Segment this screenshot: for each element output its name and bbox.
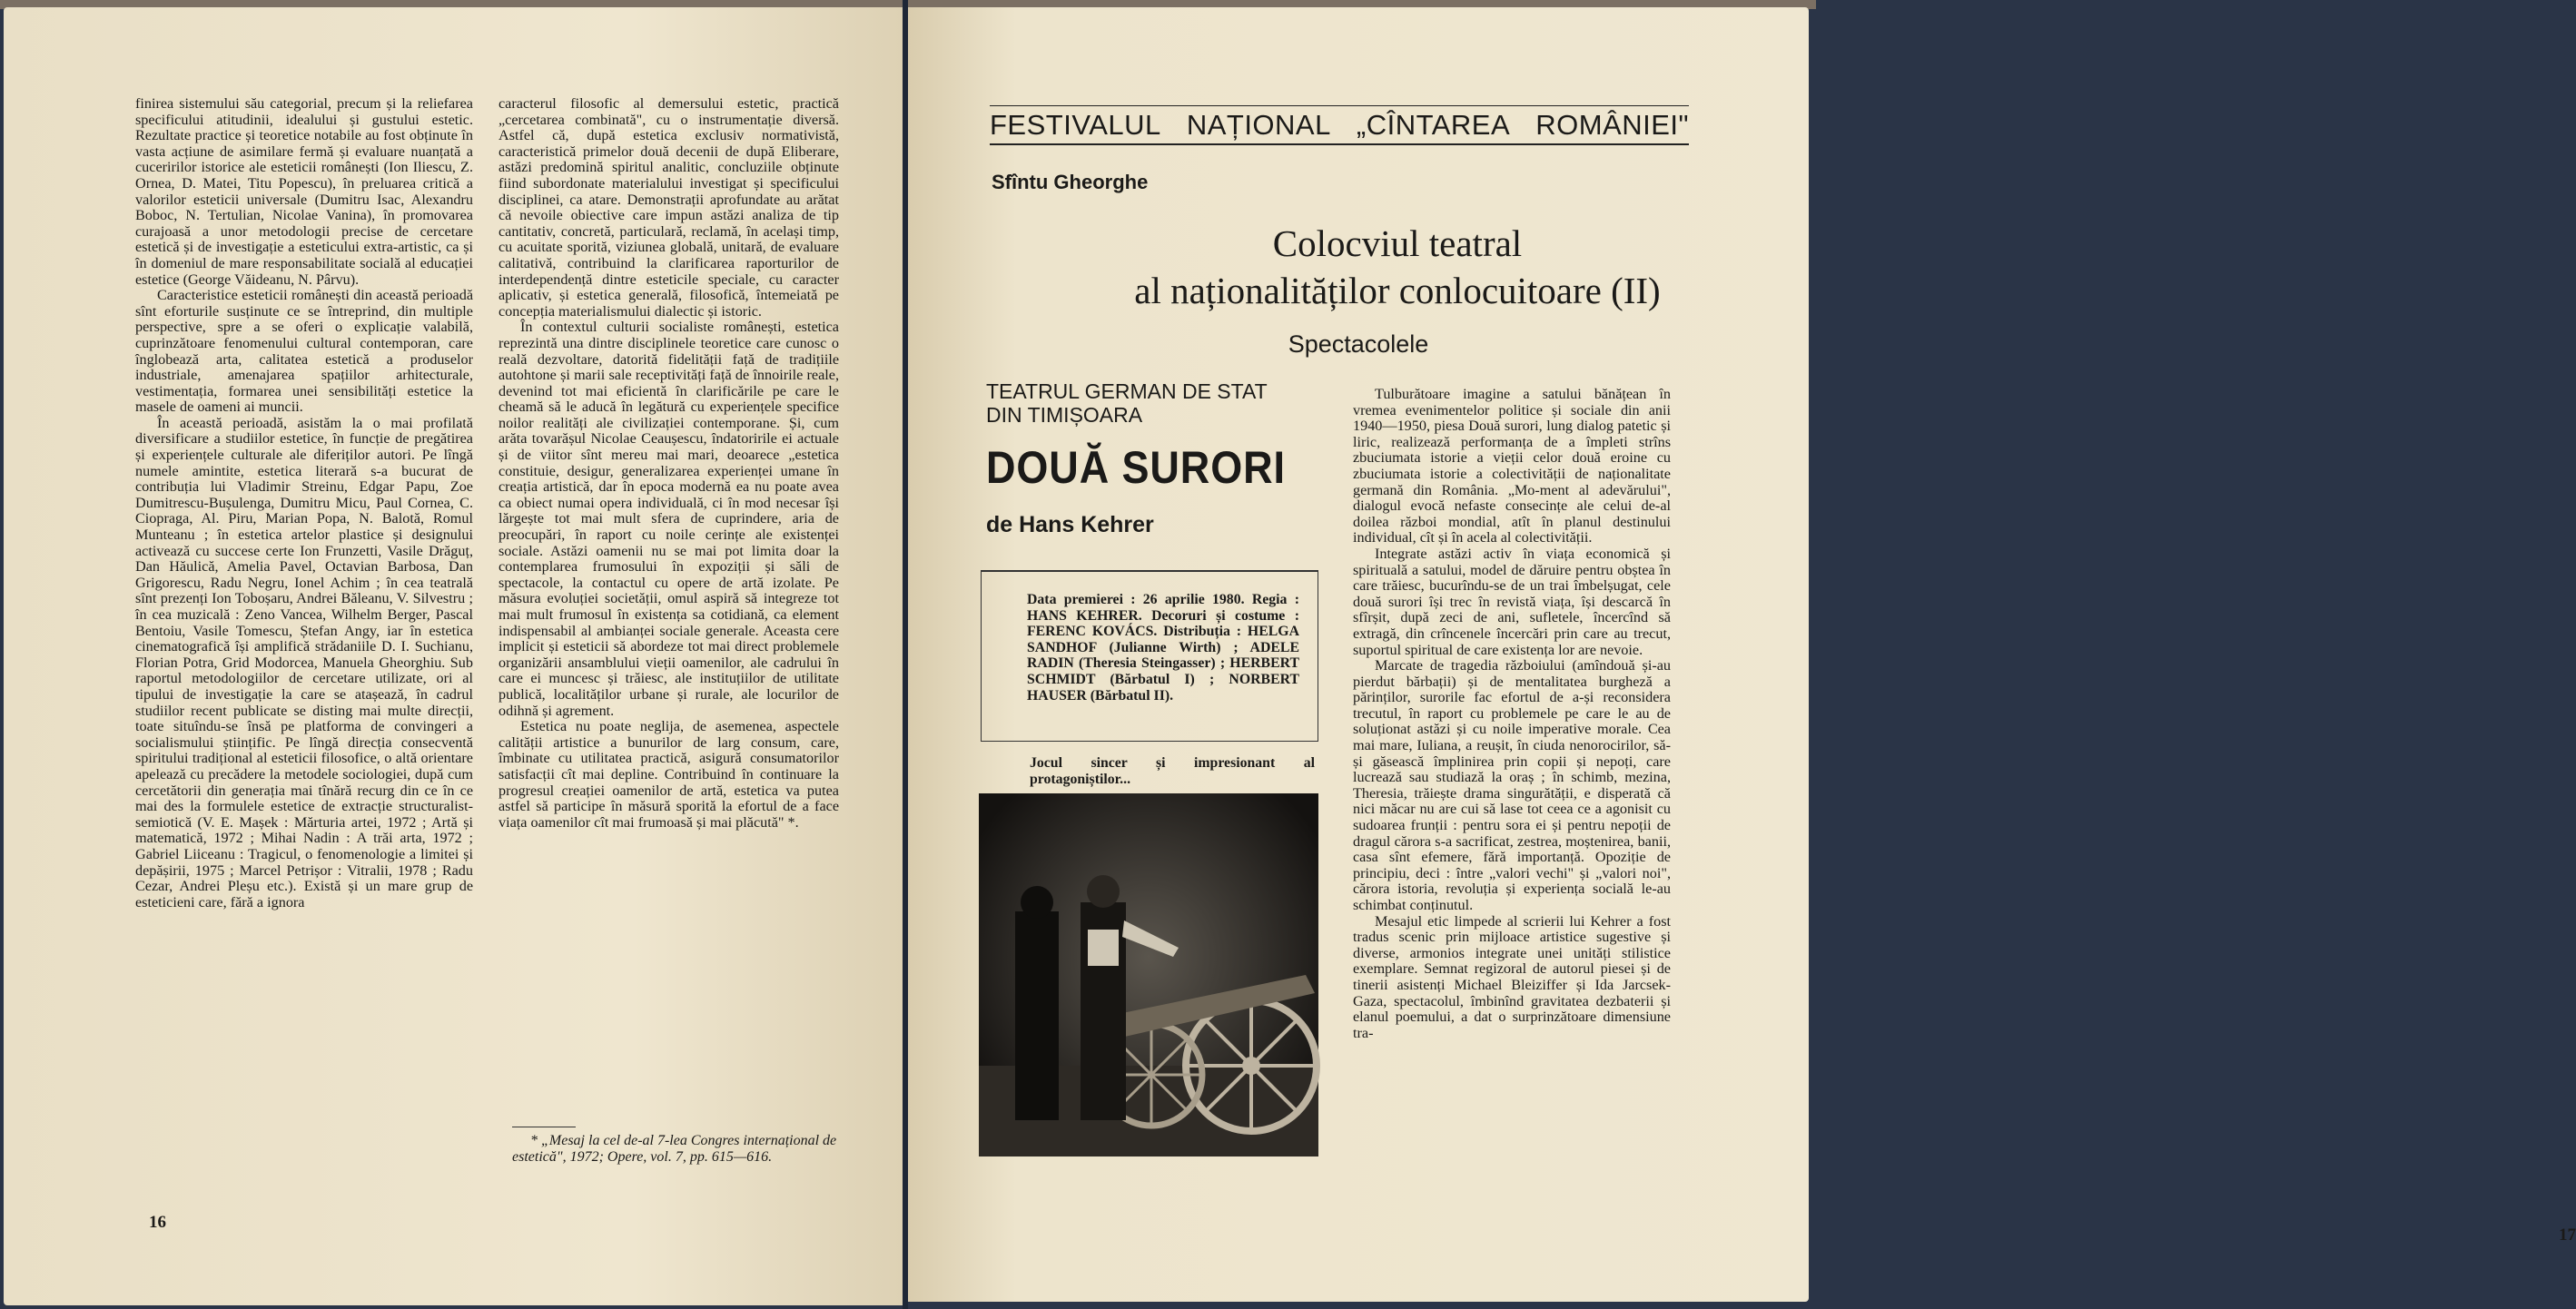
credits-text: Data premierei : 26 aprilie 1980. Regia : HANS KEHRER. Decoruri și costume : FERENC KOVÁCS. Distribuția : HELGA SANDHOF (Julianne Wirth) ; ADELE RADIN (Theresia Steingasser) ; HERBERT SCHMIDT (Bărbatul I) ; NORBERT HAUSER (Bărbatul II).	[1027, 592, 1299, 704]
right-column	[1353, 387, 1671, 1041]
theatre-name: TEATRUL GERMAN DE STAT DIN TIMIȘOARA	[986, 379, 1268, 427]
stage-photo-illustration	[979, 793, 1318, 1156]
paragraph: Caracteristice esteticii românești din această perioadă sînt eforturile susținute ce se întreprind, din multiple perspective, spre a se oferi o explicație valabilă, cuprinzătoare fenomenului cultural contemporan, care înglobează arta, calitatea estetică a produselor industriale, amenajarea spațiilor arhitecturale, vestimentația, formarea unei sensibilități estetice la masele de oameni ai muncii.	[135, 287, 473, 416]
left-page	[4, 7, 903, 1305]
festival-word: „CÎNTAREA	[1356, 109, 1511, 141]
page-number-right: 17	[2559, 1225, 2576, 1245]
festival-word: NAȚIONAL	[1186, 109, 1331, 141]
title-line-2: al naționalităților conlocuitoare (II)	[1134, 270, 1661, 311]
paragraph: Integrate astăzi activ în viața economică și spirituală a satului, model de dăruire pentru obștea în care trăiesc, bucurîndu-se de un trai îmbelșugat, cele două surori își trec în revistă viața, își descarcă în sfîrșit, după zeci de ani, sufletele, încercînd să extragă, din crîncenele încercări prin care au trecut, suportul spiritual de care existența lor are nevoie.	[1353, 545, 1671, 658]
right-page	[908, 7, 2576, 1302]
paragraph: Mesajul etic limpede al scrierii lui Kehrer a fost tradus scenic prin mijloace artistice sugestive și diverse, armonios integrate unei unități stilistice exemplare. Semnat regizoral de autorul piesei și de tinerii asistenți Michael Bleiziffer și Ida Jarcsek-Gaza, spectacolul, îmbinînd gravitatea dezbaterii și elanul poemului, a dat o surprinzătoare dimensiune tra-	[1353, 912, 1671, 1041]
article-title	[908, 220, 1809, 314]
photo-caption: Jocul sincer și impresionant al protagoniștilor...	[1030, 755, 1315, 787]
city-label: Sfîntu Gheorghe	[992, 171, 1149, 193]
stage-photo	[979, 793, 1318, 1156]
section-label: Spectacolele	[1288, 330, 1429, 358]
page-number-left: 16	[149, 1213, 166, 1232]
left-column-1	[135, 96, 473, 910]
paragraph: Marcate de tragedia războiului (amîndouă și-au pierdut bărbații) și de mentalitatea burgheză a părinților, surorile fac efortul de a-și reconsidera trecutul, în raport cu problemele pe care le au de soluționat astăzi și cu noile imperative morale. Cea mai mare, Iuliana, a reușit, în ciuda nenorocirilor, să-și găsească împlinirea prin copii și nepoți, care lucrează sau studiază la oraș ; în schimb, mezina, Theresia, trăiește drama singurătății, e disperată că nici măcar nu are cui să lase tot ceea ce a agonisit cu sudoarea frunții : pentru sora ei și pentru nepoții de dragul cărora s-a sacrificat, zestrea, moștenirea, banii, casa sînt efemere, fără importanță. Opoziție de principiu, deci : între „valori vechi" și „valori noi", cărora istoria, revoluția și experiența socială le-au schimbat conținutul.	[1353, 657, 1671, 913]
title-line-1: Colocviul teatral	[1272, 222, 1523, 264]
paragraph: Estetica nu poate neglija, de asemenea, aspectele calității artistice a bunurilor de larg consum, care, îmbinate cu utilitatea practică, asigură consumatorilor satisfacții cît mai depline. Contribuind în continuare la progresul creației oamenilor de artă, estetica va putea astfel să participe în măsură sporită la efortul de a face viața oamenilor cît mai frumoasă și mai plăcută" *.	[498, 718, 839, 831]
paragraph: Tulburătoare imagine a satului bănățean în vremea evenimentelor politice și sociale din anii 1940—1950, piesa Două surori, lung dialog patetic și liric, realizează performanța de a împleti strîns zbuciumata istorie a vieții celor două eroine cu zbuciumata istorie a colectivității de naționalitate germană din România. „Mo-ment al adevărului", dialogul evocă nefaste consecințe ale celui de-al doilea război mondial, atît în planul destinului individual, cît și în acela al colectivității.	[1353, 386, 1671, 546]
header-rule-top	[990, 105, 1689, 106]
paragraph: În contextul culturii socialiste românești, estetica reprezintă una dintre disciplinele teoretice care cunosc o reală dezvoltare, datorită fidelității față de tradițiile autohtone și marii sale receptivități față de înnoirile reale, devenind tot mai eficientă în clarificările pe care le cheamă să le aducă în legătură cu experiențele specifice noilor realități ale civilizației contemporane. Și, cum arăta tovarășul Nicolae Ceaușescu, îndatoririle ei actuale și de viitor sînt mereu mai mari, deoarece „estetica constituie, desigur, generalizarea experienței umane în creația artistică, dar în epoca modernă ea nu poate avea ca obiect numai opera individuală, ci în mod necesar își lărgește tot mai mult sfera de cuprindere, aria de preocupări, în raport cu noile cerințe ale existenței sociale. Astăzi oamenii nu se mai pot limita doar la contemplarea frumosului în expoziții și săli de spectacole, la contactul cu opere de artă izolate. Pe măsura evoluției societății, omul aspiră să integreze tot mai mult frumosul în existența sa cotidiană, ca element indispensabil al ambianței sociale generale. Aceasta cere implicit și esteticii să abordeze tot mai direct problemele organizării ansamblului vieții oamenilor, ale cadrului în care ei muncesc și trăiesc, ale instituțiilor de utilitate publică, localităților urbane și rurale, ale locurilor de odihnă și agrement.	[498, 319, 839, 719]
festival-word: ROMÂNIEI"	[1535, 109, 1689, 141]
left-column-2	[498, 96, 839, 831]
festival-header	[990, 109, 1689, 145]
paragraph: finirea sistemului său categorial, precum și la reliefarea specificului atitudinii, idealului și gustului estetic. Rezultate practice și teoretice notabile au fost obținute în vasta acțiune de asimilare fermă și evaluare nuanțată a cuceririlor istorice ale esteticii românești (Ion Iliescu, Z. Ornea, D. Matei, Titu Popescu), în preluarea critică a valorilor esteticii universale (Dumitru Isac, Alexandru Boboc, N. Tertulian, Nicolae Vanina), în promovarea curajoasă a unor metodologii precise de cercetare estetică și de investigație a esteticului extra-artistic, ca și în domeniul de mare responsabilitate socială al educației estetice (George Văideanu, N. Pârvu).	[135, 95, 473, 288]
footnote: * „Mesaj la cel de-al 7-lea Congres internațional de estetică", 1972; Opere, vol. 7, pp. 615—616.	[512, 1133, 837, 1165]
credits-box	[981, 570, 1318, 742]
play-author: de Hans Kehrer	[986, 512, 1154, 537]
festival-word: FESTIVALUL	[990, 109, 1161, 141]
play-title: DOUĂ SURORI	[986, 442, 1286, 493]
paragraph: caracterul filosofic al demersului estetic, practică „cercetarea combinată", cu o instrumentație diversă. Astfel că, după estetica exclusiv normativistă, caracteristică primelor două decenii de după Eliberare, astăzi predomină spiritul analitic, concluziile obținute fiind subordonate materialului investigat și specificului disciplinei, ca atare. Demonstrații aprofundate au arătat că nevoile obiective care impun astăzi analiza de tip cantitativ, concretă, particulară, reclamă, în același timp, cu acuitate sporită, viziunea globală, unitară, de evaluare calitativă, contribuind la clarificarea raporturilor de interdependență dintre esteticile speciale, cu caracter aplicativ, și estetica generală, filosofică, întemeiată pe concepția materialismului dialectic și istoric.	[498, 95, 839, 320]
paragraph: În această perioadă, asistăm la o mai profilată diversificare a studiilor estetice, în funcție de pregătirea și experiențele culturale ale diferiților autori. Pe lîngă numele amintite, estetica literară s-a bucurat de contribuția lui Vladimir Streinu, Edgar Papu, Zoe Dumitrescu-Bușulenga, Dumitru Micu, Paul Cornea, C. Ciopraga, Al. Piru, Marian Popa, N. Balotă, Romul Munteanu ; în estetica artelor plastice și designului activează cu succese certe Ion Frunzetti, Vasile Drăguț, Dan Hăulică, Amelia Pavel, Octavian Barbosa, Dan Grigorescu, Radu Negru, Ionel Achim ; în cea teatrală sînt prezenți Ion Toboșaru, Andrei Băleanu, V. Silvestru ; în cea muzicală : Zeno Vancea, Wilhelm Berger, Pascal Bentoiu, Vasile Tomescu, Ștefan Angy, iar în estetica cinematografică își amplifică strădaniile D. I. Suchianu, Florian Potra, Grid Modorcea, Manuela Gheorghiu. Sub raportul metodologiilor de cercetare utilizate, ori al tipului de investigație la care se atașează, în cadrul studiilor recent publicate se disting mai multe direcții, toate situîndu-se însă pe platforma de convingeri a socialismului științific. Pe lîngă direcția consecventă spiritului tradițional al esteticii filosofice, o altă orientare apelează cu precădere la metodele sociologiei, după cum cercetătorii din generația mai tînără recurg din ce în ce mai des la formulele estetice de extracție structuralist-semiotică (V. E. Mașek : Mărturia artei, 1972 ; Artă și matematică, 1972 ; Mihai Nadin : A trăi arta, 1972 ; Gabriel Liiceanu : Tragicul, o fenomenologie a limitei și depășirii, 1975 ; Marcel Petrișor : Vitralii, 1978 ; Radu Cezar, Andrei Pleșu etc.). Există și un mare grup de esteticieni care, fără a ignora	[135, 414, 473, 910]
